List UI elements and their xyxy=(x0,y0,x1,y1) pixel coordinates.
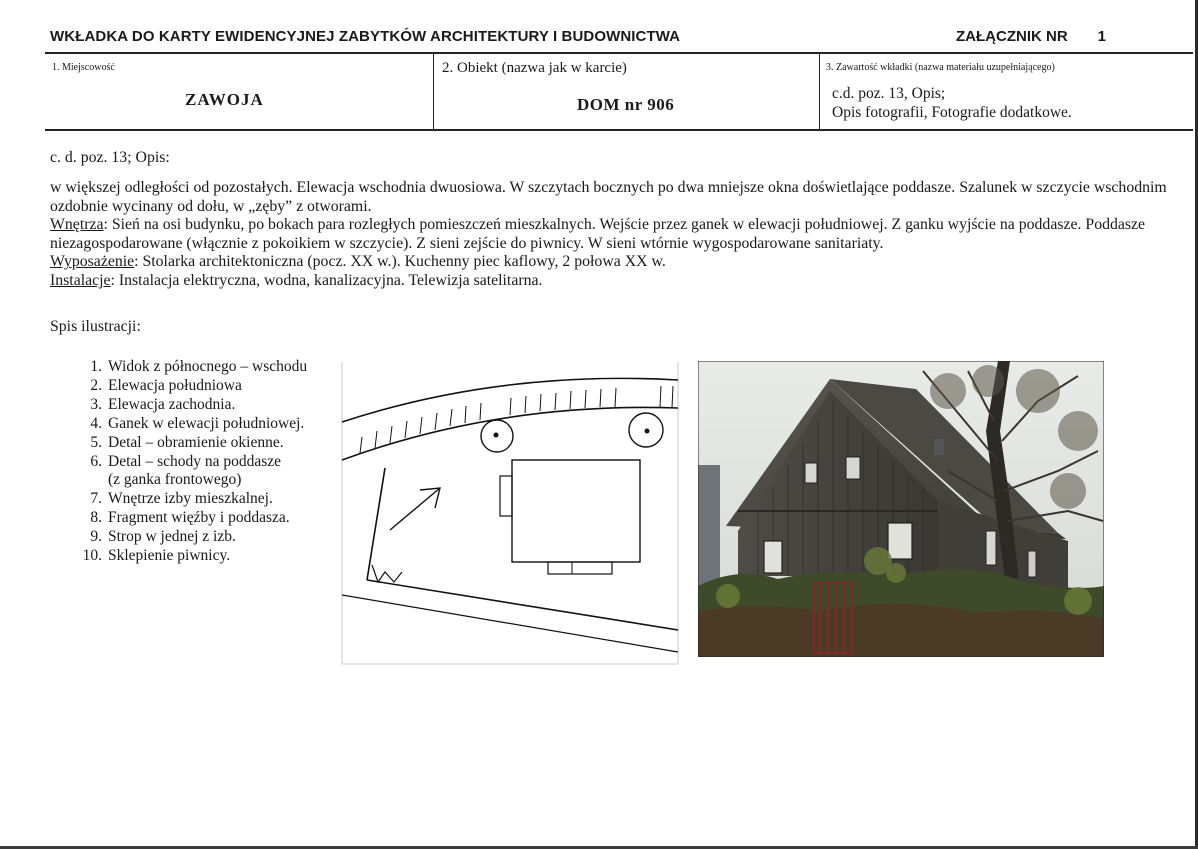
installations-text: : Instalacja elektryczna, wodna, kanalizacyjna. Telewizja satelitarna. xyxy=(110,271,543,289)
list-item: 3. Elewacja zachodnia. xyxy=(90,395,236,413)
house-photograph xyxy=(698,361,1104,657)
fields-divider xyxy=(45,129,1193,131)
attachment-number: 1 xyxy=(1097,28,1106,45)
interior-paragraph xyxy=(50,216,1193,253)
object-label: 2. Obiekt (nazwa jak w karcie) xyxy=(442,60,627,76)
field-divider-1 xyxy=(433,53,434,129)
equipment-label: Wyposażenie xyxy=(50,253,135,271)
installations-label: Instalacje xyxy=(50,271,111,289)
field-divider-2 xyxy=(819,53,820,129)
installations-paragraph xyxy=(50,272,1193,291)
equipment-text: : Stolarka architektoniczna (pocz. XX w.). Kuchenny piec kaflowy, 2 połowa XX w. xyxy=(134,253,666,271)
contents-line-1: c.d. poz. 13, Opis; xyxy=(832,85,946,102)
attachment-label xyxy=(956,28,1106,45)
list-item: 9. Strop w jednej z izb. xyxy=(90,528,236,546)
list-item: 10. Sklepienie piwnicy. xyxy=(82,547,231,565)
list-item: 7. Wnętrze izby mieszkalnej. xyxy=(90,490,273,508)
description-body xyxy=(50,179,1193,291)
interior-label: Wnętrza xyxy=(50,216,104,234)
list-item: 8. Fragment więźby i poddasza. xyxy=(90,509,290,527)
object-value: DOM nr 906 xyxy=(577,95,675,114)
list-item: 2. Elewacja południowa xyxy=(90,376,242,394)
contents-label: 3. Zawartość wkładki (nazwa materiału uzupełniającego) xyxy=(826,62,1055,73)
interior-text: : Sień na osi budynku, po bokach para rozległych pomieszczeń mieszkalnych. Wejście przez ganek w elewacji południowej. Z ganku wyjście na poddasze. Poddasze niezagospodarowane (włącznie z pokoikiem w szczycie). Z sieni zejście do piwnicy. W sieni wtórnie wygospodarowane sanitariaty. xyxy=(50,216,1146,252)
header-divider xyxy=(45,52,1193,54)
locality-label: 1. Miejscowość xyxy=(52,62,115,73)
locality-value: ZAWOJA xyxy=(185,90,264,109)
illustrations-heading: Spis ilustracji: xyxy=(50,318,141,335)
contents-line-2: Opis fotografii, Fotografie dodatkowe. xyxy=(832,104,1072,121)
document-title: WKŁADKA DO KARTY EWIDENCYJNEJ ZABYTKÓW ARCHITEKTURY I BUDOWNICTWA xyxy=(50,28,681,45)
list-item: (z ganka frontowego) xyxy=(108,471,242,489)
list-item: 5. Detal – obramienie okienne. xyxy=(90,433,284,451)
list-item: 4. Ganek w elewacji południowej. xyxy=(90,414,305,432)
list-item: 6. Detal – schody na poddasze xyxy=(90,452,282,470)
description-heading: c. d. poz. 13; Opis: xyxy=(50,149,170,166)
illustrations-list xyxy=(62,358,307,566)
attachment-label-text: ZAŁĄCZNIK NR xyxy=(956,28,1068,45)
equipment-paragraph xyxy=(50,253,1193,272)
description-paragraph: w większej odległości od pozostałych. Elewacja wschodnia dwuosiowa. W szczytach bocznych po dwa mniejsze okna doświetlające poddasze. Szalunek w szczycie wschodnim ozdobnie wycinany od dołu, w „zęby” z otworami. xyxy=(50,179,1167,215)
list-item: 1. Widok z północnego – wschodu xyxy=(90,358,308,375)
site-plan-drawing xyxy=(340,360,680,666)
